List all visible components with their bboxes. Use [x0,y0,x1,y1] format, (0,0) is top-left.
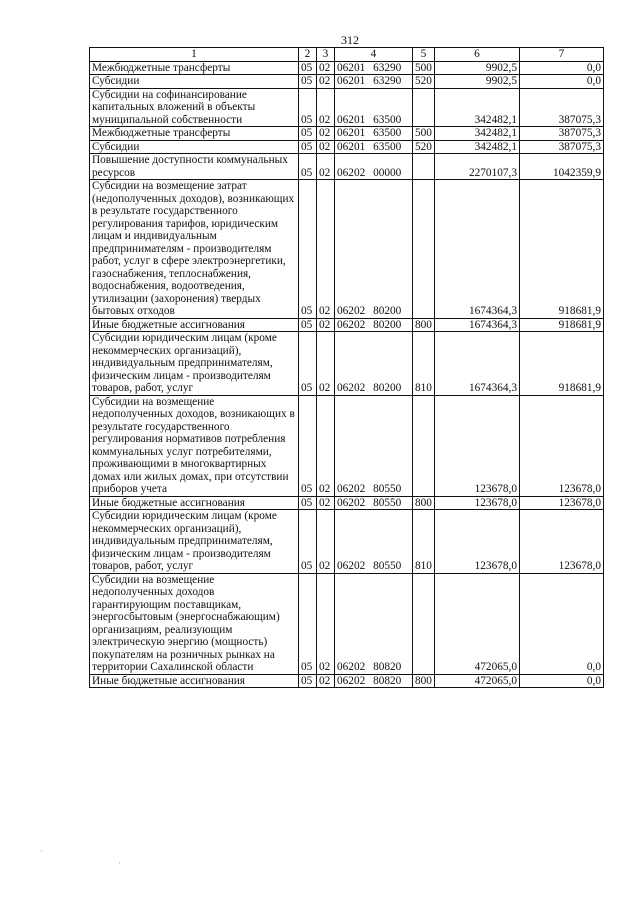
row-name-cell: Иные бюджетные ассигнования [90,674,299,688]
section-code-cell: 05 [299,75,317,89]
expense-type-cell [413,573,435,674]
row-name-cell: Субсидии [90,140,299,154]
expense-type-cell: 500 [413,61,435,75]
amount-year1-cell: 1674364,3 [435,332,520,396]
section-code-cell: 05 [299,61,317,75]
target-article-cell: 06202 80550 [335,510,413,574]
table-row [90,332,604,396]
expense-type-cell [413,154,435,180]
amount-year2-cell: 918681,9 [520,318,604,332]
column-header: 3 [317,48,335,62]
expense-type-cell: 810 [413,510,435,574]
section-code-cell: 05 [299,674,317,688]
row-name-cell: Субсидии на возмещение недополученных доходов, возникающих в результате государственного регулирования нормативов потребления коммунальных услуг потребителями, проживающими в многоквартирных домах или жилых домах, при отсутствии приборов учета [90,395,299,496]
table-row [90,75,604,89]
subsection-code-cell: 02 [317,127,335,141]
amount-year2-cell: 918681,9 [520,332,604,396]
expense-type-cell: 800 [413,496,435,510]
row-name-cell: Иные бюджетные ассигнования [90,318,299,332]
amount-year1-cell: 342482,1 [435,88,520,127]
subsection-code-cell: 02 [317,573,335,674]
subsection-code-cell: 02 [317,88,335,127]
table-row [90,318,604,332]
page-number: 312 [341,33,359,47]
section-code-cell: 05 [299,180,317,319]
subsection-code-cell: 02 [317,61,335,75]
expense-type-cell [413,395,435,496]
subsection-code-cell: 02 [317,674,335,688]
expense-type-cell: 800 [413,318,435,332]
table-row [90,180,604,319]
target-article-cell: 06202 80820 [335,674,413,688]
target-article-cell: 06201 63500 [335,88,413,127]
row-name-cell: Субсидии юридическим лицам (кроме некоммерческих организаций), индивидуальным предпринимателям, физическим лицам - производителям товаров, работ, услуг [90,332,299,396]
target-article-cell: 06202 80200 [335,318,413,332]
amount-year2-cell: 123678,0 [520,496,604,510]
table-row [90,154,604,180]
column-header: 5 [413,48,435,62]
amount-year1-cell: 1674364,3 [435,318,520,332]
target-article-cell: 06202 00000 [335,154,413,180]
row-name-cell: Субсидии на софинансирование капитальных вложений в объекты муниципальной собственности [90,88,299,127]
table-row [90,140,604,154]
section-code-cell: 05 [299,127,317,141]
section-code-cell: 05 [299,332,317,396]
expense-type-cell [413,180,435,319]
expense-type-cell: 800 [413,674,435,688]
amount-year1-cell: 9902,5 [435,61,520,75]
section-code-cell: 05 [299,395,317,496]
column-header: 4 [335,48,413,62]
row-name-cell: Повышение доступности коммунальных ресурсов [90,154,299,180]
amount-year2-cell: 387075,3 [520,127,604,141]
target-article-cell: 06202 80200 [335,180,413,319]
target-article-cell: 06201 63500 [335,140,413,154]
subsection-code-cell: 02 [317,510,335,574]
amount-year2-cell: 0,0 [520,573,604,674]
amount-year2-cell: 387075,3 [520,140,604,154]
target-article-cell: 06201 63290 [335,61,413,75]
target-article-cell: 06202 80550 [335,496,413,510]
section-code-cell: 05 [299,510,317,574]
target-article-cell: 06202 80550 [335,395,413,496]
table-row [90,510,604,574]
table-header-row [90,48,604,62]
amount-year2-cell: 0,0 [520,61,604,75]
target-article-cell: 06202 80820 [335,573,413,674]
table-row [90,395,604,496]
subsection-code-cell: 02 [317,75,335,89]
subsection-code-cell: 02 [317,496,335,510]
amount-year1-cell: 9902,5 [435,75,520,89]
amount-year2-cell: 0,0 [520,674,604,688]
row-name-cell: Субсидии на возмещение затрат (недополученных доходов), возникающих в результате государственного регулирования тарифов, юридическим лицам и индивидуальным предпринимателям - производителям работ, услуг в сфере электроэнергетики, газоснабжения, теплоснабжения, водоснабжения, водоотведения, утилизации (захоронения) твердых бытовых отходов [90,180,299,319]
section-code-cell: 05 [299,154,317,180]
subsection-code-cell: 02 [317,140,335,154]
column-header: 6 [435,48,520,62]
column-header: 7 [520,48,604,62]
scan-speck: · [118,858,121,868]
amount-year2-cell: 0,0 [520,75,604,89]
amount-year1-cell: 123678,0 [435,496,520,510]
subsection-code-cell: 02 [317,332,335,396]
row-name-cell: Субсидии юридическим лицам (кроме некоммерческих организаций), индивидуальным предпринимателям, физическим лицам - производителям товаров, работ, услуг [90,510,299,574]
amount-year1-cell: 123678,0 [435,395,520,496]
section-code-cell: 05 [299,140,317,154]
expense-type-cell: 810 [413,332,435,396]
row-name-cell: Межбюджетные трансферты [90,127,299,141]
row-name-cell: Субсидии на возмещение недополученных доходов гарантирующим поставщикам, энергосбытовым (энергоснабжающим) организациям, реализующим электрическую энергию (мощность) покупателям на розничных рынках на территории Сахалинской области [90,573,299,674]
amount-year1-cell: 472065,0 [435,573,520,674]
table-row [90,88,604,127]
table-row [90,496,604,510]
amount-year1-cell: 342482,1 [435,140,520,154]
amount-year1-cell: 1674364,3 [435,180,520,319]
amount-year2-cell: 387075,3 [520,88,604,127]
section-code-cell: 05 [299,88,317,127]
section-code-cell: 05 [299,496,317,510]
budget-table [89,47,604,688]
column-header: 2 [299,48,317,62]
table-row [90,61,604,75]
amount-year2-cell: 123678,0 [520,395,604,496]
target-article-cell: 06202 80200 [335,332,413,396]
target-article-cell: 06201 63290 [335,75,413,89]
expense-type-cell [413,88,435,127]
amount-year2-cell: 918681,9 [520,180,604,319]
row-name-cell: Межбюджетные трансферты [90,61,299,75]
subsection-code-cell: 02 [317,318,335,332]
subsection-code-cell: 02 [317,395,335,496]
table-row [90,573,604,674]
subsection-code-cell: 02 [317,154,335,180]
target-article-cell: 06201 63500 [335,127,413,141]
amount-year1-cell: 472065,0 [435,674,520,688]
amount-year1-cell: 342482,1 [435,127,520,141]
expense-type-cell: 520 [413,75,435,89]
amount-year2-cell: 1042359,9 [520,154,604,180]
table-row [90,127,604,141]
row-name-cell: Иные бюджетные ассигнования [90,496,299,510]
table-row [90,674,604,688]
amount-year1-cell: 2270107,3 [435,154,520,180]
scan-speck: · [40,846,43,856]
column-header: 1 [90,48,299,62]
expense-type-cell: 500 [413,127,435,141]
section-code-cell: 05 [299,318,317,332]
amount-year1-cell: 123678,0 [435,510,520,574]
row-name-cell: Субсидии [90,75,299,89]
subsection-code-cell: 02 [317,180,335,319]
expense-type-cell: 520 [413,140,435,154]
section-code-cell: 05 [299,573,317,674]
amount-year2-cell: 123678,0 [520,510,604,574]
